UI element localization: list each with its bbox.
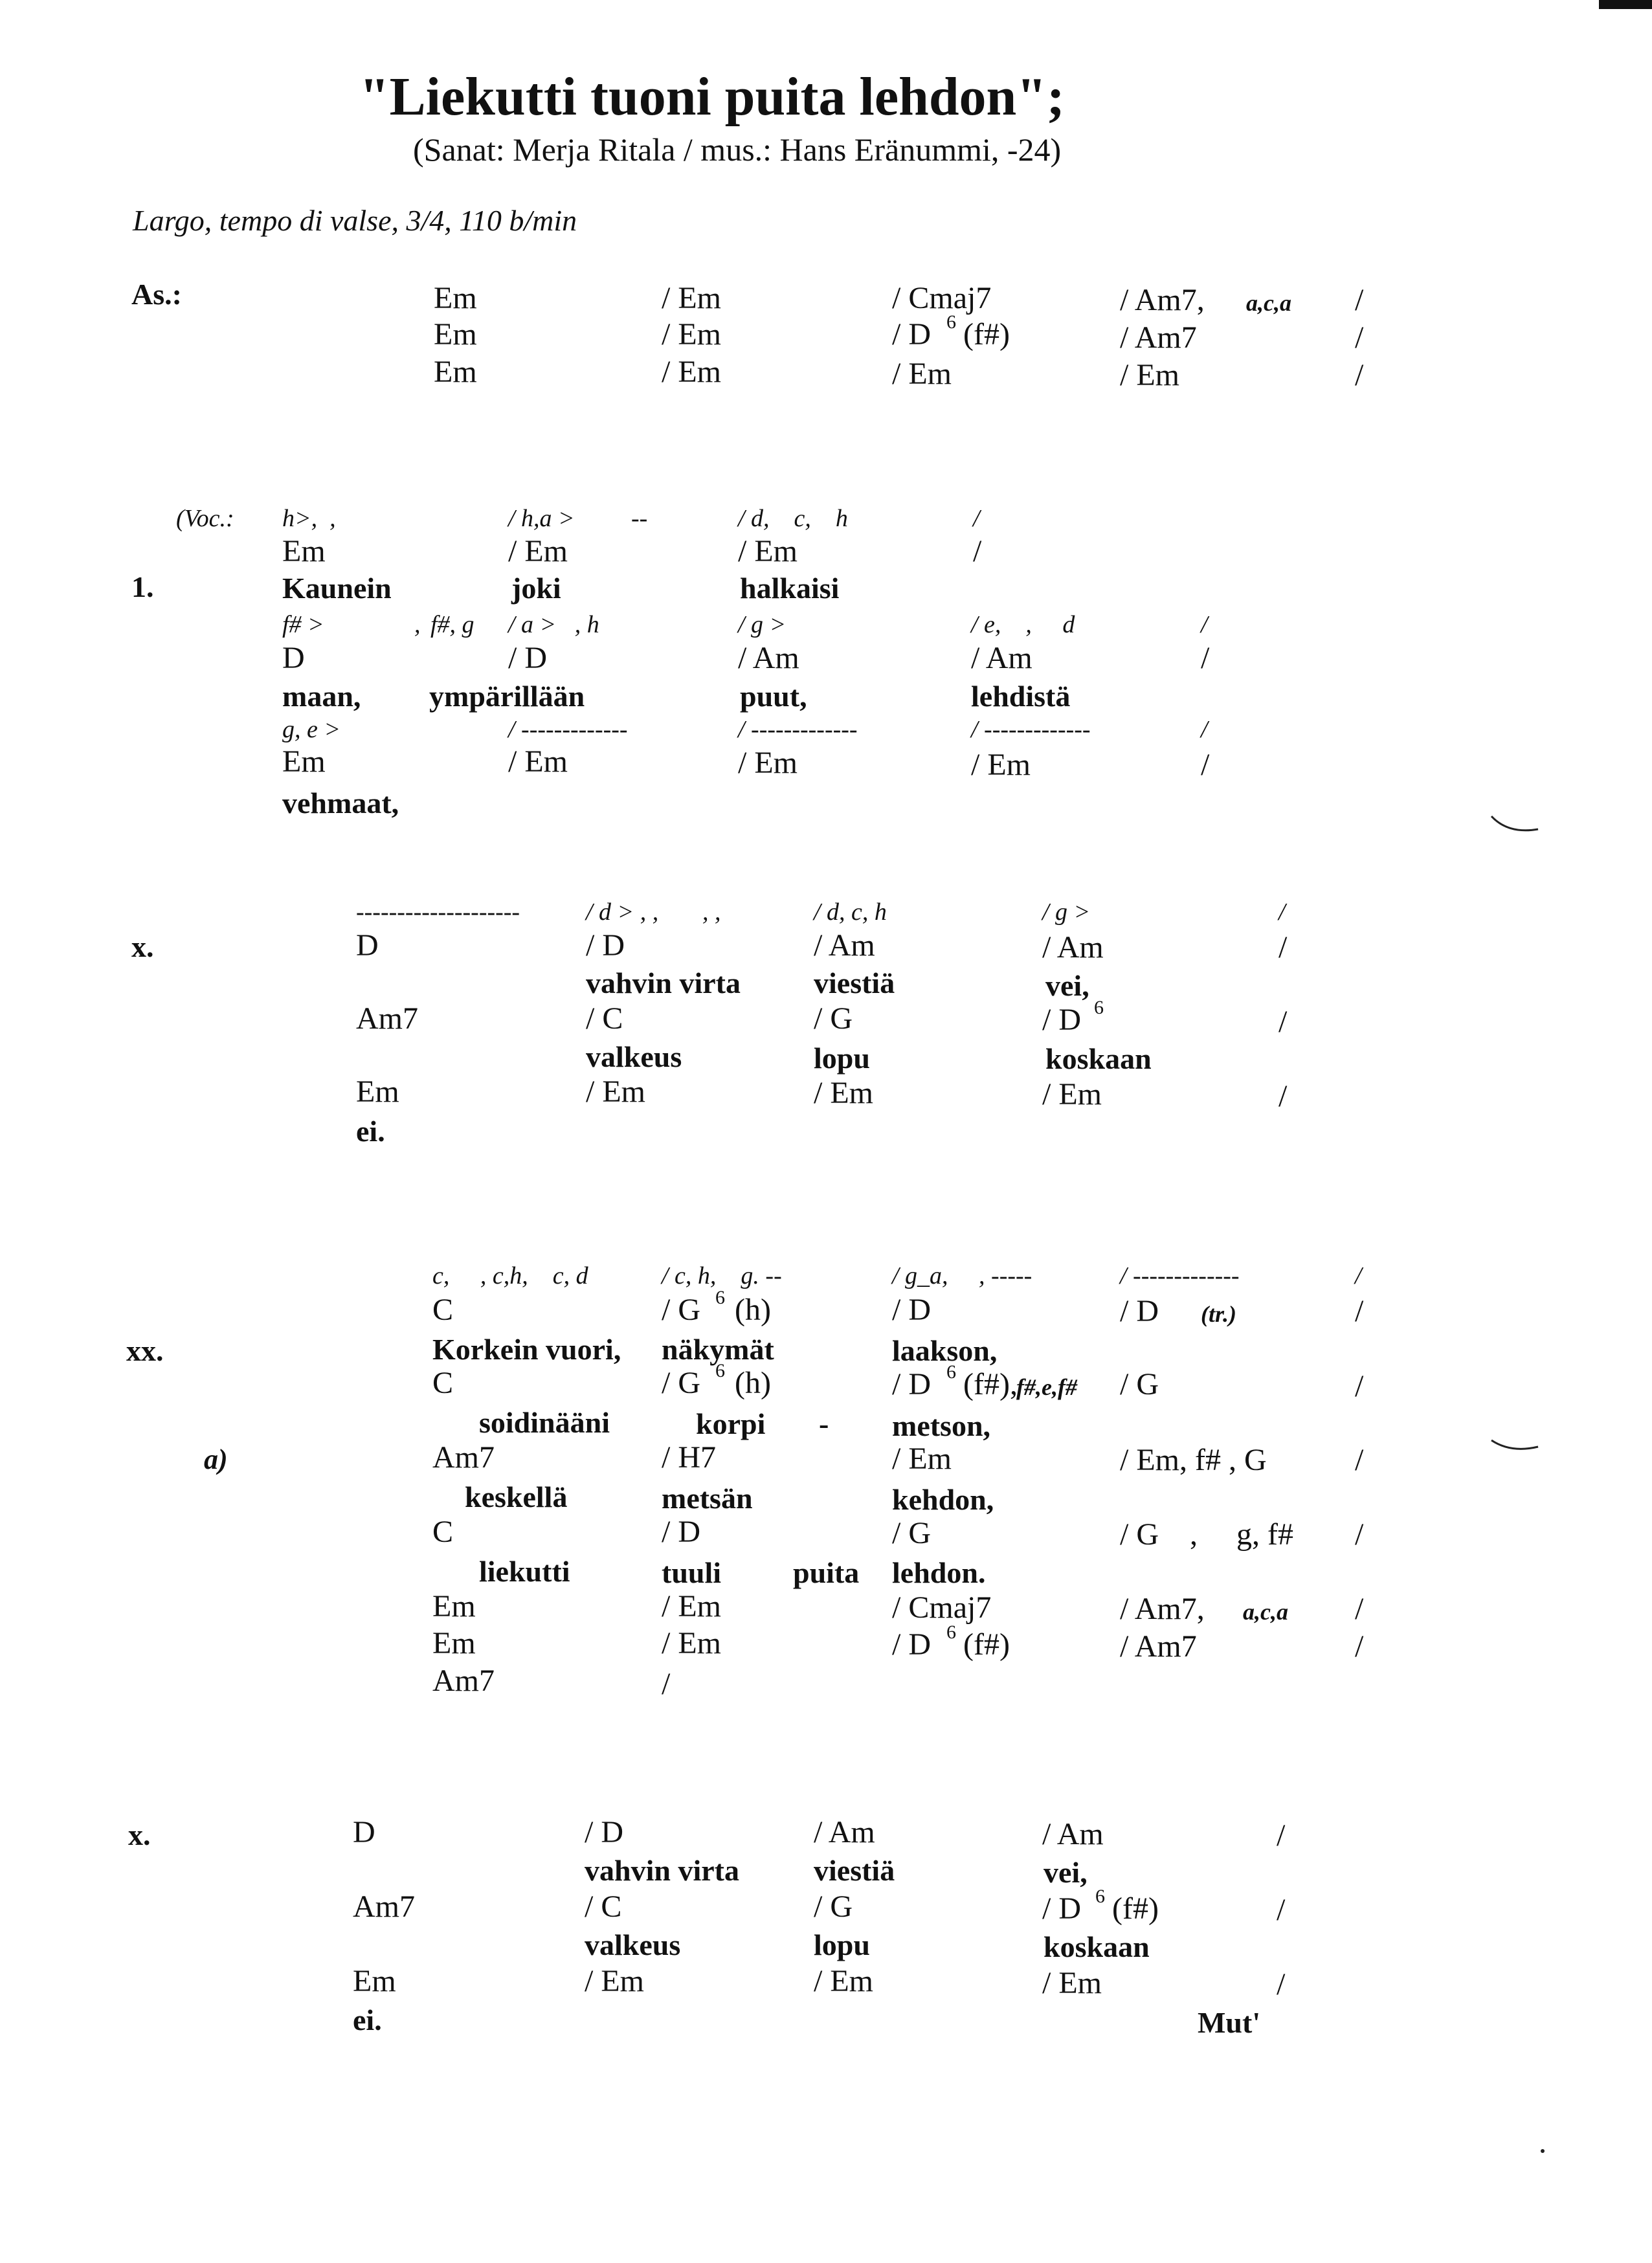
lyric: metsän [662,1482,753,1515]
chord: / D [892,317,931,351]
chord: / Am [738,641,799,675]
page-title: "Liekutti tuoni puita lehdon"; [359,67,1065,127]
lyric: ei. [356,1115,385,1148]
chord: / D [1042,1891,1081,1926]
section-label-chorus: x. [128,1818,151,1851]
lyric: viestiä [814,1854,895,1887]
lyric: vahvin virta [586,966,741,999]
bar-line: / [1355,1629,1364,1664]
chord: / Em [1042,1077,1102,1111]
chord: / Am [1042,930,1104,964]
chord: / D [892,1627,931,1662]
chord: / Am7 [1120,1629,1197,1664]
chord: / D [586,928,625,963]
chord-superscript: 6 [946,1361,956,1383]
note: f# > [282,611,324,638]
trill-mark: (tr.) [1201,1301,1237,1327]
chord: / Am7 [1120,320,1197,355]
note: / g_a, , ----- [892,1262,1032,1289]
lyric: halkaisi [740,572,840,605]
chord: / D [1042,1003,1081,1037]
chord: C [432,1293,454,1327]
chord: / Em [585,1964,644,1998]
chord: / Em [814,1964,873,1998]
note: f#, g [430,611,474,638]
chord: / Em [508,534,568,568]
lyric: Mut' [1198,2006,1261,2039]
bar-line: / [662,1667,671,1701]
bar-line: / [1278,1079,1288,1113]
bar-line: / [1201,641,1210,675]
chord: / Em [662,1626,721,1660]
chord: / G [662,1366,700,1400]
bar-line: / [1355,283,1364,317]
lyric: metson, [892,1409,991,1442]
lyric: valkeus [586,1040,682,1073]
lyric: joki [511,572,561,605]
chord: / Em [738,746,798,780]
chord: / Cmaj7 [892,281,992,315]
credits: (Sanat: Merja Ritala / mus.: Hans Eränummi, -24) [413,131,1062,168]
rest-line: / ------------- [971,716,1091,743]
bar-line: / [1355,358,1364,392]
chord: / Em [586,1075,645,1109]
chord: / Em [814,1076,873,1110]
lyric: puut, [740,680,807,713]
bar-line: / [1278,1005,1288,1039]
lyric: ei. [353,2003,382,2036]
tempo-marking: Largo, tempo di valse, 3/4, 110 b/min [133,204,577,237]
bar-line: / [1201,611,1208,638]
chord: / Em [662,1589,721,1623]
chord: / Am7, [1120,283,1205,317]
bar-line: / [1201,748,1210,782]
subsection-label: a) [204,1444,228,1475]
chord: / G [1120,1367,1159,1401]
chord: / Em [892,357,952,391]
bar-line: / [1277,1967,1286,2001]
section-label-bridge: xx. [126,1334,164,1367]
chord: / Em [662,355,721,389]
chord-bass: (f#) [963,317,1010,351]
lyric: liekutti [479,1555,570,1588]
chord: / Em [662,281,721,315]
chord: Em [282,744,326,779]
chord: / Em [508,744,568,779]
chord: Am7 [353,1890,415,1924]
chord: Am7 [356,1001,418,1036]
chord: / Cmaj7 [892,1590,992,1625]
section-label-chorus: x. [131,930,154,963]
chord: / G , g, f# [1120,1517,1293,1552]
lyric: kehdon, [892,1483,994,1516]
note: / e, , d [971,611,1075,638]
chord: Em [434,355,477,389]
chord: Em [434,317,477,351]
lyric: korpi [696,1407,766,1440]
bar-line: / [1355,1443,1364,1477]
note: / g > [1042,898,1091,926]
voc-label: (Voc.: [176,505,234,532]
verse-number: 1. [131,570,154,603]
chord-superscript: 6 [715,1287,725,1308]
lyric: valkeus [585,1928,681,1961]
bar-line: / [1278,898,1286,926]
bar-line: / [1355,1262,1362,1289]
chord: / D [585,1815,623,1849]
chord-superscript: 6 [1094,997,1104,1018]
note: h>, , [282,505,336,532]
chord-superscript: 6 [715,1360,725,1381]
scan-dot [1541,2149,1545,2153]
chord: / Em, f# , G [1120,1443,1267,1477]
chord: D [356,928,379,963]
chord-superscript: 6 [1095,1886,1105,1907]
rest-line: / ------------- [1120,1262,1240,1289]
chord-bass: (h) [735,1366,771,1400]
lyric: soidinääni [479,1406,610,1439]
lyric: lehdistä [971,680,1071,713]
lyric: koskaan [1045,1042,1152,1075]
chord: Em [432,1589,476,1623]
lyric: näkymät [662,1333,774,1366]
lyric: vehmaat, [282,786,399,819]
chord: D [353,1815,375,1849]
lyric: tuuli [662,1556,722,1589]
chord: / D [508,641,547,675]
bar-line: / [1355,1369,1364,1403]
note: g, e > [282,716,341,743]
section-label-intro: As.: [131,278,182,311]
chord: / D [662,1515,700,1549]
chord: / H7 [662,1440,716,1475]
bar-line: / [1201,716,1208,743]
scan-curve-mark [1489,812,1541,838]
chord: / Am7, [1120,1592,1205,1626]
lyric-hyphen: - [819,1407,829,1440]
chord: / Em [971,748,1031,782]
lyric: lopu [814,1928,870,1961]
chord: / Em [1120,358,1179,392]
lyric: keskellä [465,1480,568,1513]
lyric: Kaunein [282,572,392,605]
note: c, , c,h, c, d [432,1262,588,1289]
chord: / Em [738,534,798,568]
chord: / Em [1042,1966,1102,2000]
chord: / Am [814,928,875,963]
chord: / Am [971,641,1032,675]
chord: / G [662,1293,700,1327]
lyric: maan, [282,680,361,713]
chord: Am7 [432,1440,495,1475]
lyric: puita [793,1556,860,1589]
lyric: ympärillään [429,680,585,713]
bar-line: / [1355,320,1364,355]
lyric: vahvin virta [585,1854,739,1887]
chord: / D [1120,1294,1159,1328]
bar-line: / [1355,1294,1364,1328]
note: -- [631,505,648,532]
chord: C [432,1366,454,1400]
bar-line: / [1277,1818,1286,1853]
note-run: f#,e,f# [1016,1374,1077,1400]
bar-line: / [1277,1893,1286,1927]
note: / c, h, g. -- [662,1262,782,1289]
rest-line: / ------------- [508,716,628,743]
chord: / D [892,1367,931,1401]
rest-line: / ------------- [738,716,858,743]
lyric: vei, [1045,969,1089,1002]
lyric: lehdon. [892,1556,986,1589]
chord: Em [353,1964,396,1998]
note: , [414,611,421,638]
chord: / Am [814,1815,875,1849]
note: / g > [738,611,787,638]
lyric: lopu [814,1042,870,1075]
lyric: viestiä [814,966,895,999]
chord: / D [892,1293,931,1327]
note-run: a,c,a [1243,1599,1288,1625]
rest-line: -------------------- [356,898,520,926]
chord: C [432,1515,454,1549]
note: / d > , , [586,898,659,926]
note: / h,a > [508,505,575,532]
chord: / C [585,1890,622,1924]
chord: Em [432,1626,476,1660]
chord-bass: (f#) [963,1627,1010,1662]
note: / d, c, h [814,898,887,926]
scan-curve-mark [1489,1434,1541,1460]
bar-line: / [1355,1517,1364,1552]
chord-superscript: 6 [946,311,956,333]
note: / a > , h [508,611,599,638]
chord: Em [282,534,326,568]
chord-bass: (f#), [963,1367,1018,1401]
chord: Am7 [432,1664,495,1698]
chord: / Em [662,317,721,351]
bar-line: / [1278,930,1288,964]
bar-line: / [1355,1592,1364,1626]
note-run: a,c,a [1246,290,1291,316]
note: / d, c, h [738,505,848,532]
lyric: Korkein vuori, [432,1333,621,1366]
note: , , [702,898,721,926]
chord: / G [814,1001,853,1036]
lyric: vei, [1044,1856,1088,1889]
lyric: koskaan [1044,1930,1150,1963]
chord: Em [434,281,477,315]
bar-line: / [973,534,982,568]
chord-bass: (h) [735,1293,771,1327]
chord: Em [356,1075,399,1109]
chord: / Am [1042,1817,1104,1851]
chord: / G [892,1516,931,1550]
chord: / G [814,1890,853,1924]
scan-edge-mark [1599,0,1652,9]
lyric: laakson, [892,1334,998,1367]
chord-bass: (f#) [1112,1891,1159,1926]
chord-superscript: 6 [946,1622,956,1643]
chord: D [282,641,305,675]
bar-line: / [973,505,980,532]
chord: / Em [892,1442,952,1476]
chord: / C [586,1001,623,1036]
